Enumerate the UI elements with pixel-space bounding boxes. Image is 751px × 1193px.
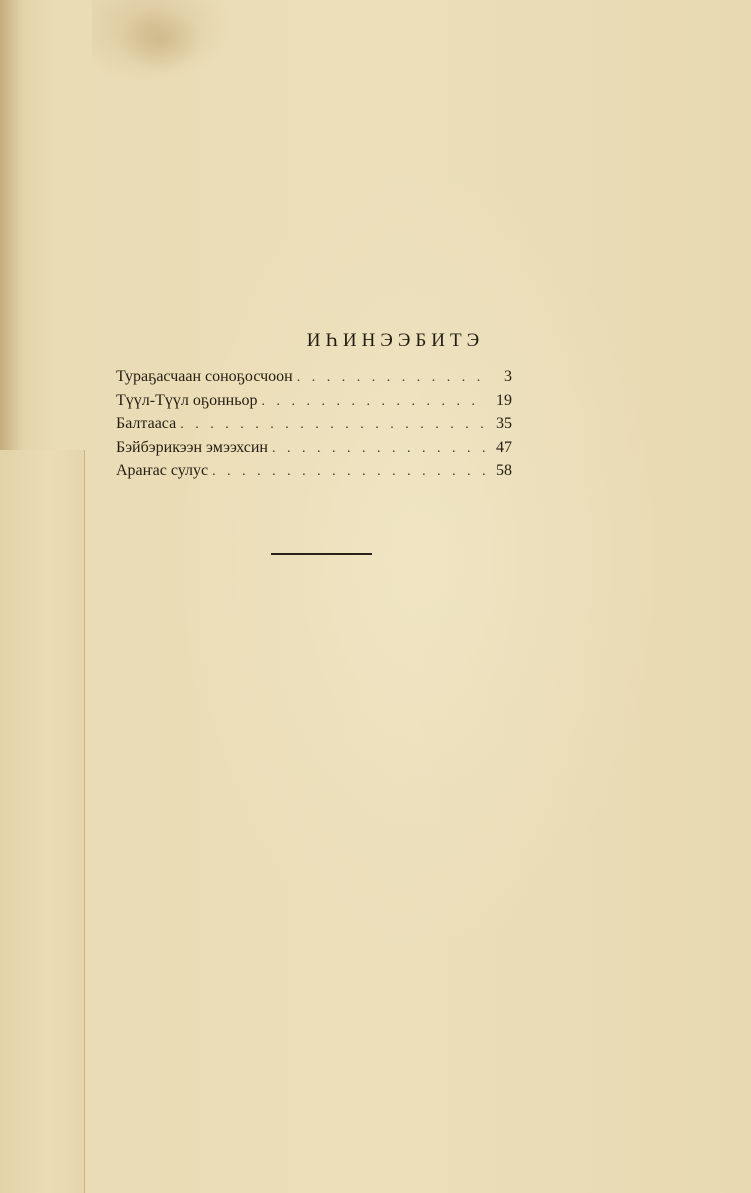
contents-heading: ИҺИНЭЭБИТЭ (306, 330, 485, 351)
dot-leader (297, 370, 486, 386)
dot-leader (272, 441, 486, 457)
toc-entry (116, 368, 512, 392)
toc-entry-page: 3 (504, 368, 512, 385)
toc-entry-title: Тураҕасчаан соноҕосчоон (116, 368, 293, 385)
dot-leader (262, 394, 486, 410)
toc-entry-page: 35 (496, 415, 512, 432)
toc-entry (116, 392, 512, 416)
dot-leader (212, 464, 486, 480)
toc-entry-title: Бэйбэрикээн эмээхсин (116, 438, 268, 456)
toc-entry (116, 439, 512, 463)
horizontal-rule (271, 553, 372, 555)
toc-entry-title: Араҥас сулус (116, 462, 209, 479)
paper-strip (0, 450, 85, 1193)
toc-entry-page: 58 (496, 462, 512, 479)
toc-entry-title: Балтааса (116, 415, 177, 432)
toc-entry (116, 415, 512, 439)
paper-stain (92, 0, 232, 85)
toc-entry-title: Түүл-Түүл оҕонньор (116, 391, 258, 409)
toc-entry (116, 462, 512, 486)
dot-leader (180, 417, 486, 433)
toc-entry-page: 47 (496, 438, 512, 456)
table-of-contents (116, 368, 512, 486)
toc-entry-page: 19 (496, 391, 512, 409)
